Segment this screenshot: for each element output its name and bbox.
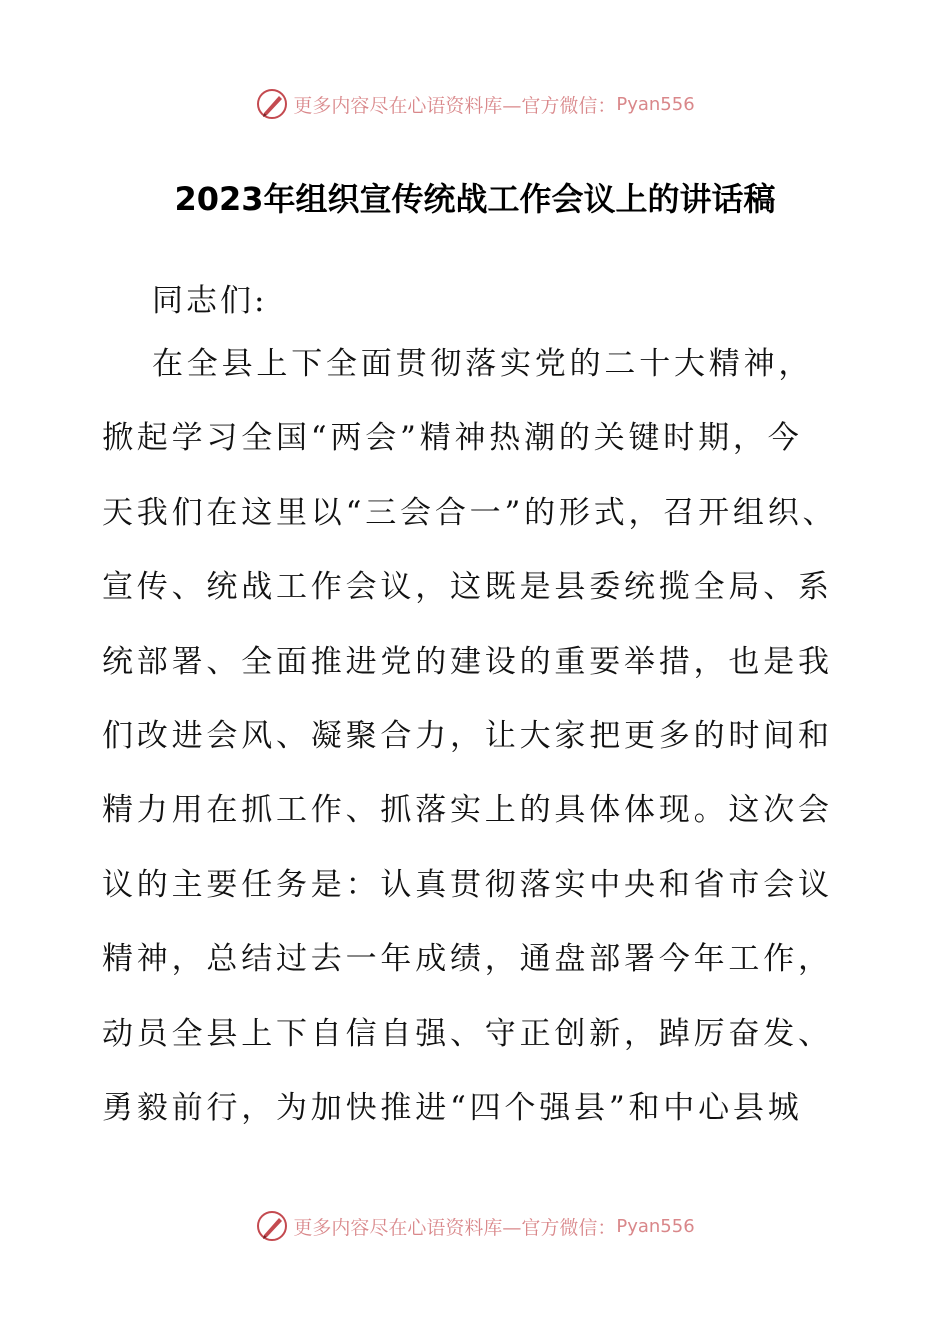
watermark-wechat-id: Pyan556	[616, 1215, 695, 1237]
document-title: 2023年组织宣传统战工作会议上的讲话稿	[174, 180, 776, 218]
watermark-wechat-id: Pyan556	[616, 93, 695, 115]
body-line: 精力用在抓工作、抓落实上的具体体现。这次会	[102, 792, 833, 829]
body-line: 在全县上下全面贯彻落实党的二十大精神，	[152, 346, 814, 382]
pen-circle-icon	[255, 87, 289, 121]
body-line: 统部署、全面推进党的建设的重要举措，也是我	[102, 643, 833, 680]
body-text	[102, 338, 872, 1156]
body-line: 动员全县上下自信自强、守正创新，踔厉奋发、	[102, 1015, 833, 1052]
watermark-text: 更多内容尽在心语资料库—官方微信：	[293, 1216, 617, 1239]
body-line: 精神，总结过去一年成绩，通盘部署今年工作，	[102, 941, 833, 978]
body-line: 议的主要任务是：认真贯彻落实中央和省市会议	[102, 866, 833, 903]
header-watermark	[0, 84, 950, 124]
salutation: 同志们:	[152, 283, 268, 319]
footer-watermark	[0, 1206, 950, 1246]
body-line: 天我们在这里以“三会合一”的形式，召开组织、	[102, 494, 838, 531]
pen-circle-icon	[255, 1209, 289, 1243]
body-line: 宣传、统战工作会议，这既是县委统揽全局、系	[102, 569, 833, 606]
body-line: 掀起学习全国“两会”精神热潮的关键时期，今	[102, 420, 803, 457]
body-line: 勇毅前行，为加快推进“四个强县”和中心县城	[102, 1089, 803, 1126]
watermark-text: 更多内容尽在心语资料库—官方微信：	[293, 94, 617, 117]
body-line: 们改进会风、凝聚合力，让大家把更多的时间和	[102, 717, 833, 754]
